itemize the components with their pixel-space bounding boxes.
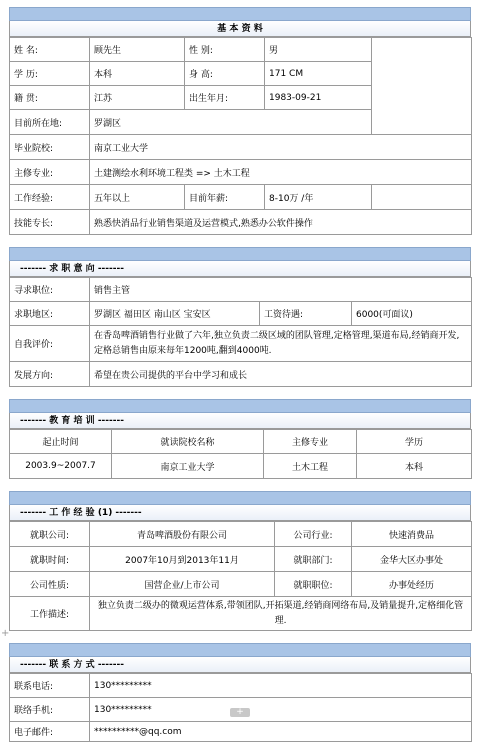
education-table: [9, 429, 472, 479]
nature-value: 国营企业/上市公司: [90, 572, 275, 597]
add-row-icon[interactable]: +: [230, 708, 250, 717]
location-label: 目前所在地:: [10, 110, 90, 135]
section-bar: [9, 247, 471, 261]
edu-school: 南京工业大学: [112, 454, 264, 479]
salary-label: 目前年薪:: [185, 185, 265, 210]
period-label: 就职时间:: [10, 547, 90, 572]
height-value: 171 CM: [265, 62, 372, 86]
dept-value: 金华大区办事处: [352, 547, 472, 572]
section-education-title: ------- 教 育 培 训 -------: [9, 413, 471, 429]
school-label: 毕业院校:: [10, 135, 90, 160]
photo-area: [372, 38, 472, 135]
section-bar: [9, 399, 471, 413]
period-value: 2007年10月到2013年11月: [90, 547, 275, 572]
edu-header-school: 就读院校名称: [112, 430, 264, 454]
email-label: 电子邮件:: [10, 722, 90, 742]
table-move-handle-icon[interactable]: +: [1, 628, 10, 639]
major-label: 主修专业:: [10, 160, 90, 185]
position-label: 寻求职位:: [10, 278, 90, 302]
title-value: 办事处经历: [352, 572, 472, 597]
desc-label: 工作描述:: [10, 597, 90, 631]
company-value: 青岛啤酒股份有限公司: [90, 522, 275, 547]
experience-label: 工作经验:: [10, 185, 90, 210]
salary-value: 8-10万 /年: [265, 185, 372, 210]
edu-header-degree: 学历: [357, 430, 472, 454]
section-bar: [9, 7, 471, 21]
birth-label: 出生年月:: [185, 86, 265, 110]
section-intent-title: ------- 求 职 意 向 -------: [9, 261, 471, 277]
eval-label: 自我评价:: [10, 326, 90, 362]
phone-value: 130*********: [90, 674, 472, 698]
edu-value: 本科: [90, 62, 185, 86]
edu-period: 2003.9~2007.7: [10, 454, 112, 479]
name-label: 姓 名:: [10, 38, 90, 62]
industry-label: 公司行业:: [275, 522, 352, 547]
nature-label: 公司性质:: [10, 572, 90, 597]
section-work-title: ------- 工 作 经 验 (1) -------: [9, 505, 471, 521]
desc-value: 独立负责二级办的微观运营体系,带领团队,开拓渠道,经销商网络布局,及销量提升,定格细化管理.: [90, 597, 472, 631]
direction-label: 发展方向:: [10, 362, 90, 387]
intent-table: [9, 277, 472, 387]
school-value: 南京工业大学: [90, 135, 472, 160]
email-value: **********@qq.com: [90, 722, 472, 742]
birth-value: 1983-09-21: [265, 86, 372, 110]
height-label: 身 高:: [185, 62, 265, 86]
section-bar: [9, 643, 471, 657]
pay-value: 6000(可面议): [352, 302, 472, 326]
position-value: 销售主管: [90, 278, 472, 302]
gender-value: 男: [265, 38, 372, 62]
skills-value: 熟悉快消品行业销售渠道及运营模式,熟悉办公软件操作: [90, 210, 472, 235]
pay-label: 工资待遇:: [260, 302, 352, 326]
section-contact-title: ------- 联 系 方 式 -------: [9, 657, 471, 673]
area-value: 罗湖区 福田区 南山区 宝安区: [90, 302, 260, 326]
area-label: 求职地区:: [10, 302, 90, 326]
empty-cell: [372, 185, 472, 210]
skills-label: 技能专长:: [10, 210, 90, 235]
mobile-value: 130*********: [90, 698, 472, 722]
gender-label: 性 别:: [185, 38, 265, 62]
table-row: [10, 454, 472, 479]
industry-value: 快速消费品: [352, 522, 472, 547]
location-value: 罗湖区: [90, 110, 372, 135]
major-value: 土建测绘水利环境工程类 => 土木工程: [90, 160, 472, 185]
phone-label: 联系电话:: [10, 674, 90, 698]
mobile-label: 联络手机:: [10, 698, 90, 722]
title-label: 就职职位:: [275, 572, 352, 597]
direction-value: 希望在贵公司提供的平台中学习和成长: [90, 362, 472, 387]
experience-value: 五年以上: [90, 185, 185, 210]
eval-value: 在香岛啤酒销售行业做了六年,独立负责二级区域的团队管理,定格管理,渠道布局,经销商开发,定格总销售由原来每年1200吨,翻到4000吨.: [90, 326, 472, 362]
edu-degree: 本科: [357, 454, 472, 479]
work-table: [9, 521, 472, 631]
section-bar: [9, 491, 471, 505]
origin-value: 江苏: [90, 86, 185, 110]
edu-header-major: 主修专业: [264, 430, 357, 454]
edu-label: 学 历:: [10, 62, 90, 86]
edu-major: 土木工程: [264, 454, 357, 479]
name-value: 顾先生: [90, 38, 185, 62]
section-basic-title: 基 本 资 料: [9, 21, 471, 37]
edu-header-period: 起止时间: [10, 430, 112, 454]
resume-page: [9, 7, 471, 742]
dept-label: 就职部门:: [275, 547, 352, 572]
origin-label: 籍 贯:: [10, 86, 90, 110]
basic-table: [9, 37, 472, 235]
company-label: 就职公司:: [10, 522, 90, 547]
